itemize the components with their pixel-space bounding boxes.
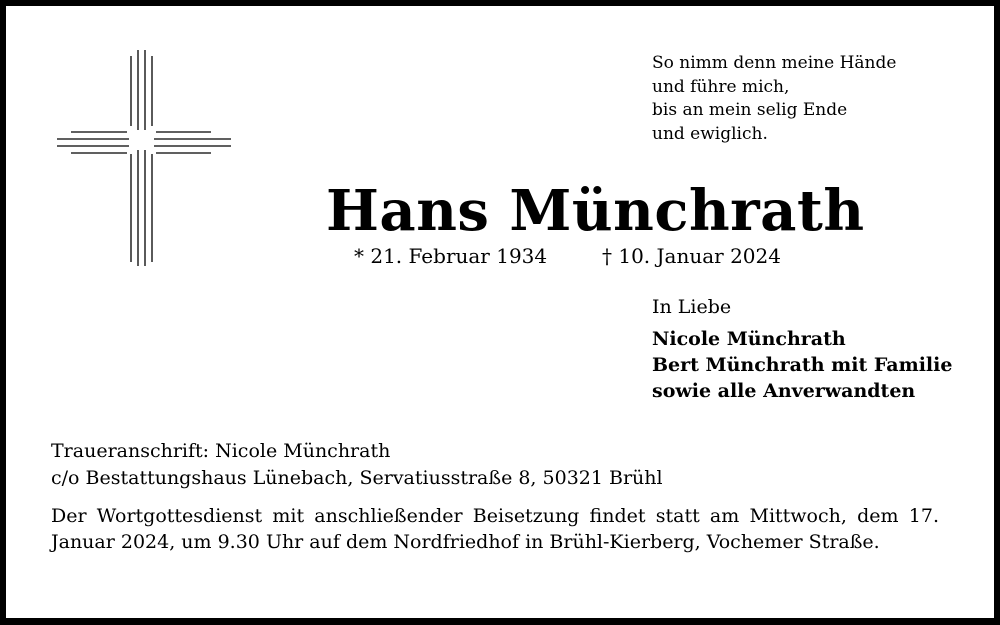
birth-date: * 21. Februar 1934 [354,244,548,268]
address-line: Traueranschrift: Nicole Münchrath [51,440,391,462]
verse-line: bis an mein selig Ende [652,100,848,120]
obituary-notice [6,6,994,618]
death-date: † 10. Januar 2024 [602,244,781,268]
cross-icon [51,50,231,266]
verse-line: So nimm denn meine Hände [652,53,897,73]
mourner-name: Bert Münchrath mit Familie [652,354,953,376]
service-information: Der Wortgottesdienst mit anschließender Beisetzung findet statt am Mittwoch, dem 17. Januar 2024, um 9.30 Uhr auf dem Nordfriedhof in Brühl-Kierberg, Vochemer Straße. [51,505,939,553]
mourners-intro: In Liebe [652,296,732,318]
verse-line: und führe mich, [652,76,790,97]
mourners-list [652,326,952,404]
mourner-name: sowie alle Anverwandten [652,380,916,402]
verse [652,52,896,146]
mourner-name: Nicole Münchrath [652,328,846,350]
address-line: c/o Bestattungshaus Lünebach, Servatiusstraße 8, 50321 Brühl [51,467,663,489]
verse-line: und ewiglich. [652,123,768,144]
deceased-name: Hans Münchrath [326,178,865,244]
mourning-address [51,438,663,492]
